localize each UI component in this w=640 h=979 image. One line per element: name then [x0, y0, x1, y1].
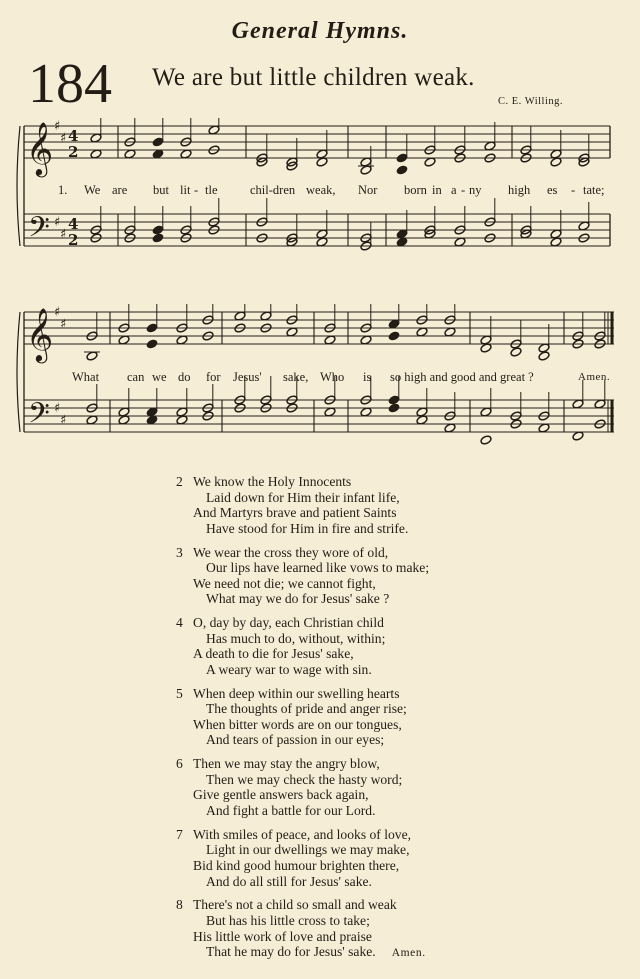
lyric-syllable: tle [205, 183, 218, 197]
verse-line-text: His little work of love and praise [193, 928, 372, 944]
lyrics-line-2 [0, 370, 640, 388]
verse-line [176, 803, 496, 819]
verse-5 [176, 686, 496, 748]
lyrics-line-1 [0, 183, 640, 201]
composer-credit: C. E. Willing. [498, 96, 564, 107]
verse-number: 8 [176, 897, 183, 913]
time-signature-bottom: 2 [68, 143, 79, 161]
lyric-syllable: We [84, 183, 101, 197]
note-head [152, 233, 164, 244]
lyric-syllable: but [153, 183, 169, 197]
sharp-sign: ♯ [54, 215, 61, 230]
verse-line [176, 686, 496, 702]
verse-line [176, 874, 496, 890]
verse-line-text: Have stood for Him in fire and strife. [206, 520, 409, 536]
verse-line-text: O, day by day, each Christian child [193, 615, 384, 631]
verse-number: 5 [176, 685, 183, 701]
verses-block [176, 474, 496, 970]
lyric-syllable: ny [469, 183, 482, 197]
verse-line [176, 787, 496, 803]
verse-line-text: Has much to do, without, within; [206, 630, 386, 646]
verse-line-text: Bid kind good humour brighten there, [193, 858, 400, 873]
verse-3 [176, 545, 496, 607]
lyric-syllable: high [508, 183, 531, 197]
lyric-syllable: is [363, 370, 372, 384]
lyric-syllable: Nor [358, 183, 378, 197]
verse-line [176, 560, 496, 576]
verse-line-text: There's not a child so small and weak [193, 897, 397, 913]
verse-line [176, 842, 496, 858]
verse-line [176, 756, 496, 772]
time-signature-bottom: 2 [68, 231, 79, 249]
hymn-title: We are but little children weak. [152, 64, 475, 91]
verse-line [176, 772, 496, 788]
verse-line [176, 490, 496, 506]
section-header: General Hymns. [231, 18, 409, 44]
verse-7 [176, 827, 496, 889]
lyric-syllable: a [451, 183, 457, 197]
bass-clef-icon: 𝄢 [28, 211, 50, 251]
lyric-syllable: so high and good and great ? [390, 370, 534, 384]
verse-line [176, 545, 496, 561]
verse-line-text: The thoughts of pride and anger rise; [206, 701, 407, 717]
treble-clef-icon: 𝄞 [26, 121, 54, 175]
note-head [538, 351, 550, 362]
verse-line-text: Give gentle answers back again, [193, 787, 369, 803]
lyric-syllable: born [404, 183, 427, 197]
verse-number: 7 [176, 826, 183, 842]
verse-line-text: And fight a battle for our Lord. [206, 803, 376, 819]
lyric-syllable: for [206, 370, 221, 384]
lyric-syllable: weak, [306, 183, 336, 197]
verse-line [176, 474, 496, 490]
verse-8 [176, 897, 496, 961]
sharp-sign: ♯ [54, 401, 61, 416]
verse-line-text: We need not die; we cannot fight, [193, 575, 376, 591]
note-head [480, 435, 492, 446]
sharp-sign: ♯ [60, 317, 67, 332]
verse-line [176, 521, 496, 537]
verse-number: 4 [176, 615, 183, 631]
lyric-syllable: tate; [583, 183, 605, 197]
verse-line-text: What may we do for Jesus' sake ? [206, 591, 390, 607]
verse-line [176, 631, 496, 647]
lyric-syllable: What [72, 370, 100, 384]
sharp-sign: ♯ [54, 305, 61, 320]
lyric-syllable: Jesus' [233, 370, 262, 384]
lyric-syllable: es [547, 183, 558, 197]
verse-line-text: We wear the cross they wore of old, [193, 544, 389, 560]
verse-number: 3 [176, 544, 183, 560]
verse-line-text: But has his little cross to take; [206, 912, 370, 928]
sharp-sign: ♯ [60, 413, 67, 428]
lyric-syllable: 1. [58, 183, 68, 197]
verse-line [176, 576, 496, 592]
bass-clef-icon: 𝄢 [28, 397, 50, 437]
lyric-syllable: Amen. [578, 371, 611, 383]
verse-number: 6 [176, 756, 183, 772]
lyric-syllable: we [152, 370, 167, 384]
lyric-syllable: sake, [283, 370, 309, 384]
verse-4 [176, 615, 496, 677]
note-head [510, 347, 522, 358]
verse-2 [176, 474, 496, 536]
time-signature-top: 4 [68, 215, 79, 233]
verse-line-text: A weary war to wage with sin. [206, 661, 372, 677]
lyric-syllable: lit [180, 183, 191, 197]
verse-line-text: And Martyrs brave and patient Saints [193, 505, 397, 521]
verse-line [176, 591, 496, 607]
verse-line-text: Then we may check the hasty word; [206, 771, 403, 787]
verse-line [176, 897, 496, 913]
verse-line [176, 913, 496, 929]
sharp-sign: ♯ [54, 119, 61, 134]
verse-line [176, 717, 496, 733]
lyric-syllable: are [112, 183, 128, 197]
verse-line [176, 615, 496, 631]
treble-clef-icon: 𝄞 [26, 307, 54, 361]
verse-line-text: We know the Holy Innocents [193, 474, 352, 489]
verse-line-text: Light in our dwellings we may make, [206, 842, 410, 858]
verse-line-text: Laid down for Him their infant life, [206, 489, 400, 505]
verse-line [176, 858, 496, 874]
time-signature-top: 4 [68, 127, 79, 145]
verse-line [176, 662, 496, 678]
verse-line [176, 732, 496, 748]
final-amen: Amen. [391, 947, 426, 960]
note-head [396, 165, 408, 176]
verse-line-text: And do all still for Jesus' sake. [206, 873, 372, 889]
verse-line-text: A death to die for Jesus' sake, [193, 646, 354, 662]
lyric-syllable: do [178, 370, 191, 384]
note-head [146, 339, 158, 350]
verse-line-text: And tears of passion in our eyes; [206, 732, 385, 748]
verse-line [176, 505, 496, 521]
lyric-syllable: Who [320, 370, 345, 384]
verse-number: 2 [176, 474, 183, 489]
verse-line [176, 944, 496, 962]
verse-6 [176, 756, 496, 818]
verse-line-text: When bitter words are on our tongues, [193, 716, 402, 732]
verse-line [176, 929, 496, 945]
lyric-syllable: chil-dren [250, 183, 296, 197]
verse-line-text: With smiles of peace, and looks of love, [193, 826, 412, 842]
sharp-sign: ♯ [60, 227, 67, 242]
verse-line-text: When deep within our swelling hearts [193, 685, 400, 701]
lyric-syllable: in [432, 183, 442, 197]
verse-line-text: Our lips have learned like vows to make; [206, 560, 430, 576]
lyric-syllable: can [127, 370, 145, 384]
verse-line-text: That he may do for Jesus' sake. [206, 944, 376, 960]
lyric-syllable: - [461, 183, 466, 197]
hymn-number: 184 [28, 53, 112, 115]
note-head [388, 331, 400, 342]
verse-line [176, 827, 496, 843]
lyric-syllable: - [194, 183, 199, 197]
lyric-syllable: - [571, 183, 576, 197]
note-head [388, 403, 400, 414]
sharp-sign: ♯ [60, 131, 67, 146]
verse-line [176, 646, 496, 662]
verse-line-text: Then we may stay the angry blow, [193, 756, 380, 772]
verse-line [176, 701, 496, 717]
